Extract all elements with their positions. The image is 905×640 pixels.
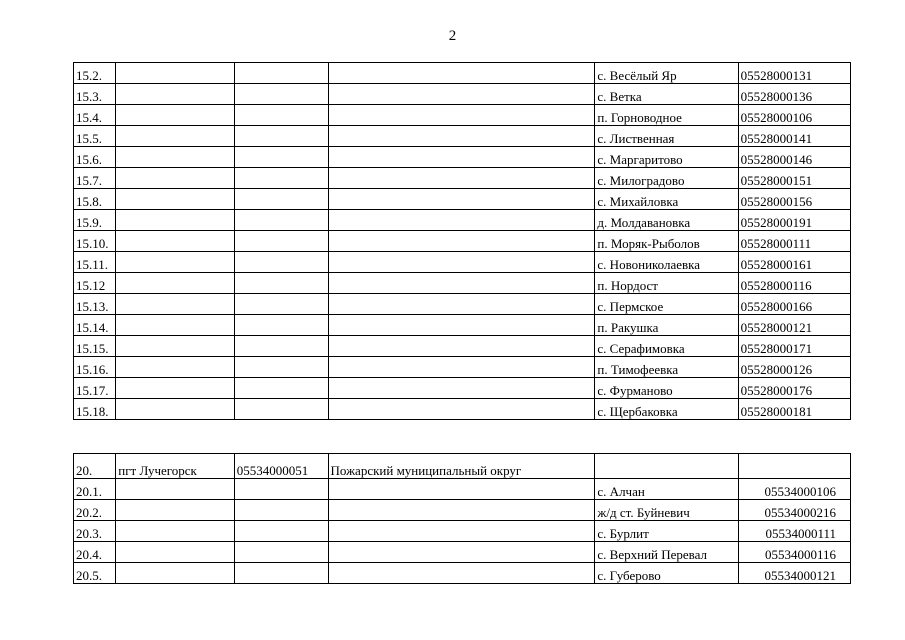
- settlement-code: 05528000111: [738, 231, 850, 252]
- table-row: [74, 84, 851, 105]
- settlement-name: с. Весёлый Яр: [595, 63, 738, 84]
- empty-cell: [234, 147, 328, 168]
- settlement-name: д. Молдавановка: [595, 210, 738, 231]
- row-number: 15.4.: [74, 105, 116, 126]
- table-row: [74, 231, 851, 252]
- empty-cell: [234, 273, 328, 294]
- settlement-code: 05528000191: [738, 210, 850, 231]
- empty-cell: [328, 147, 595, 168]
- table-row: [74, 189, 851, 210]
- settlement-code: 05528000121: [738, 315, 850, 336]
- settlement-code: 05528000161: [738, 252, 850, 273]
- settlement-code: 05528000131: [738, 63, 850, 84]
- settlement-name: с. Губерово: [595, 563, 738, 584]
- empty-cell: [328, 399, 595, 420]
- empty-cell: [116, 521, 235, 542]
- table-row: [74, 126, 851, 147]
- row-number: 15.16.: [74, 357, 116, 378]
- empty-cell: [116, 479, 235, 500]
- settlements-table-20-body: [74, 454, 851, 584]
- empty-cell: [328, 126, 595, 147]
- settlements-table-20: [73, 453, 851, 584]
- settlement-name: с. Лиственная: [595, 126, 738, 147]
- empty-cell: [595, 454, 738, 479]
- empty-cell: [234, 378, 328, 399]
- table-row: [74, 147, 851, 168]
- empty-cell: [328, 252, 595, 273]
- table-row: [74, 63, 851, 84]
- row-number: 15.13.: [74, 294, 116, 315]
- settlement-code: 05534000106: [738, 479, 850, 500]
- district-header-row: [74, 454, 851, 479]
- empty-cell: [234, 84, 328, 105]
- empty-cell: [328, 231, 595, 252]
- row-number: 20.4.: [74, 542, 116, 563]
- empty-cell: [116, 63, 235, 84]
- table-row: [74, 500, 851, 521]
- empty-cell: [116, 542, 235, 563]
- district-number: 20.: [74, 454, 116, 479]
- row-number: 15.6.: [74, 147, 116, 168]
- settlement-code: 05528000151: [738, 168, 850, 189]
- row-number: 15.2.: [74, 63, 116, 84]
- row-number: 15.7.: [74, 168, 116, 189]
- table-row: [74, 479, 851, 500]
- empty-cell: [328, 84, 595, 105]
- empty-cell: [116, 273, 235, 294]
- empty-cell: [328, 563, 595, 584]
- row-number: 15.17.: [74, 378, 116, 399]
- empty-cell: [234, 500, 328, 521]
- empty-cell: [116, 231, 235, 252]
- settlement-code: 05528000176: [738, 378, 850, 399]
- row-number: 15.12: [74, 273, 116, 294]
- table-row: [74, 378, 851, 399]
- empty-cell: [328, 378, 595, 399]
- empty-cell: [328, 189, 595, 210]
- empty-cell: [328, 105, 595, 126]
- table-row: [74, 210, 851, 231]
- empty-cell: [234, 315, 328, 336]
- settlement-code: 05534000216: [738, 500, 850, 521]
- empty-cell: [116, 294, 235, 315]
- empty-cell: [234, 357, 328, 378]
- table-row: [74, 563, 851, 584]
- settlement-name: с. Верхний Перевал: [595, 542, 738, 563]
- settlement-name: п. Горноводное: [595, 105, 738, 126]
- empty-cell: [328, 336, 595, 357]
- empty-cell: [234, 63, 328, 84]
- settlements-table-15-body: [74, 63, 851, 420]
- empty-cell: [328, 542, 595, 563]
- row-number: 15.8.: [74, 189, 116, 210]
- settlement-code: 05534000111: [738, 521, 850, 542]
- settlement-name: п. Нордост: [595, 273, 738, 294]
- settlement-code: 05534000121: [738, 563, 850, 584]
- table-row: [74, 399, 851, 420]
- settlement-code: 05528000181: [738, 399, 850, 420]
- settlement-name: с. Щербаковка: [595, 399, 738, 420]
- empty-cell: [116, 336, 235, 357]
- district-name: Пожарский муниципальный округ: [328, 454, 595, 479]
- settlement-name: п. Моряк-Рыболов: [595, 231, 738, 252]
- empty-cell: [116, 168, 235, 189]
- settlement-code: 05528000106: [738, 105, 850, 126]
- settlement-name: с. Маргаритово: [595, 147, 738, 168]
- table-row: [74, 336, 851, 357]
- settlement-name: ж/д ст. Буйневич: [595, 500, 738, 521]
- empty-cell: [234, 542, 328, 563]
- empty-cell: [116, 563, 235, 584]
- empty-cell: [328, 357, 595, 378]
- settlement-name: п. Ракушка: [595, 315, 738, 336]
- settlement-name: с. Бурлит: [595, 521, 738, 542]
- empty-cell: [328, 500, 595, 521]
- row-number: 20.1.: [74, 479, 116, 500]
- empty-cell: [328, 294, 595, 315]
- empty-cell: [116, 105, 235, 126]
- empty-cell: [116, 84, 235, 105]
- empty-cell: [234, 563, 328, 584]
- empty-cell: [234, 294, 328, 315]
- settlement-name: п. Тимофеевка: [595, 357, 738, 378]
- settlement-code: 05528000126: [738, 357, 850, 378]
- empty-cell: [328, 521, 595, 542]
- empty-cell: [116, 378, 235, 399]
- row-number: 15.3.: [74, 84, 116, 105]
- empty-cell: [234, 521, 328, 542]
- row-number: 20.3.: [74, 521, 116, 542]
- empty-cell: [234, 399, 328, 420]
- empty-cell: [328, 479, 595, 500]
- administrative-center: пгт Лучегорск: [116, 454, 235, 479]
- settlement-name: с. Фурманово: [595, 378, 738, 399]
- empty-cell: [328, 168, 595, 189]
- empty-cell: [738, 454, 850, 479]
- settlement-name: с. Алчан: [595, 479, 738, 500]
- empty-cell: [234, 189, 328, 210]
- empty-cell: [234, 126, 328, 147]
- empty-cell: [116, 315, 235, 336]
- settlement-code: 05534000116: [738, 542, 850, 563]
- settlement-name: с. Милоградово: [595, 168, 738, 189]
- empty-cell: [234, 210, 328, 231]
- table-row: [74, 521, 851, 542]
- empty-cell: [234, 105, 328, 126]
- empty-cell: [328, 315, 595, 336]
- table-row: [74, 542, 851, 563]
- empty-cell: [116, 210, 235, 231]
- row-number: 15.15.: [74, 336, 116, 357]
- settlement-name: с. Ветка: [595, 84, 738, 105]
- settlement-name: с. Пермское: [595, 294, 738, 315]
- row-number: 15.14.: [74, 315, 116, 336]
- settlement-code: 05528000171: [738, 336, 850, 357]
- table-row: [74, 294, 851, 315]
- row-number: 15.10.: [74, 231, 116, 252]
- settlement-name: с. Новониколаевка: [595, 252, 738, 273]
- row-number: 20.5.: [74, 563, 116, 584]
- table-row: [74, 315, 851, 336]
- settlement-name: с. Михайловка: [595, 189, 738, 210]
- settlement-code: 05528000116: [738, 273, 850, 294]
- settlement-code: 05528000156: [738, 189, 850, 210]
- settlement-code: 05528000146: [738, 147, 850, 168]
- empty-cell: [234, 168, 328, 189]
- row-number: 20.2.: [74, 500, 116, 521]
- administrative-center-code: 05534000051: [234, 454, 328, 479]
- table-row: [74, 252, 851, 273]
- empty-cell: [116, 189, 235, 210]
- empty-cell: [328, 210, 595, 231]
- empty-cell: [116, 147, 235, 168]
- empty-cell: [234, 336, 328, 357]
- empty-cell: [234, 479, 328, 500]
- row-number: 15.5.: [74, 126, 116, 147]
- settlement-name: с. Серафимовка: [595, 336, 738, 357]
- settlement-code: 05528000136: [738, 84, 850, 105]
- empty-cell: [116, 357, 235, 378]
- empty-cell: [328, 63, 595, 84]
- empty-cell: [116, 399, 235, 420]
- settlement-code: 05528000141: [738, 126, 850, 147]
- empty-cell: [328, 273, 595, 294]
- table-row: [74, 168, 851, 189]
- row-number: 15.11.: [74, 252, 116, 273]
- empty-cell: [234, 252, 328, 273]
- settlement-code: 05528000166: [738, 294, 850, 315]
- empty-cell: [116, 252, 235, 273]
- row-number: 15.9.: [74, 210, 116, 231]
- page-number: 2: [448, 28, 457, 44]
- table-row: [74, 105, 851, 126]
- table-row: [74, 357, 851, 378]
- empty-cell: [234, 231, 328, 252]
- row-number: 15.18.: [74, 399, 116, 420]
- empty-cell: [116, 500, 235, 521]
- empty-cell: [116, 126, 235, 147]
- settlements-table-15: [73, 62, 851, 420]
- table-row: [74, 273, 851, 294]
